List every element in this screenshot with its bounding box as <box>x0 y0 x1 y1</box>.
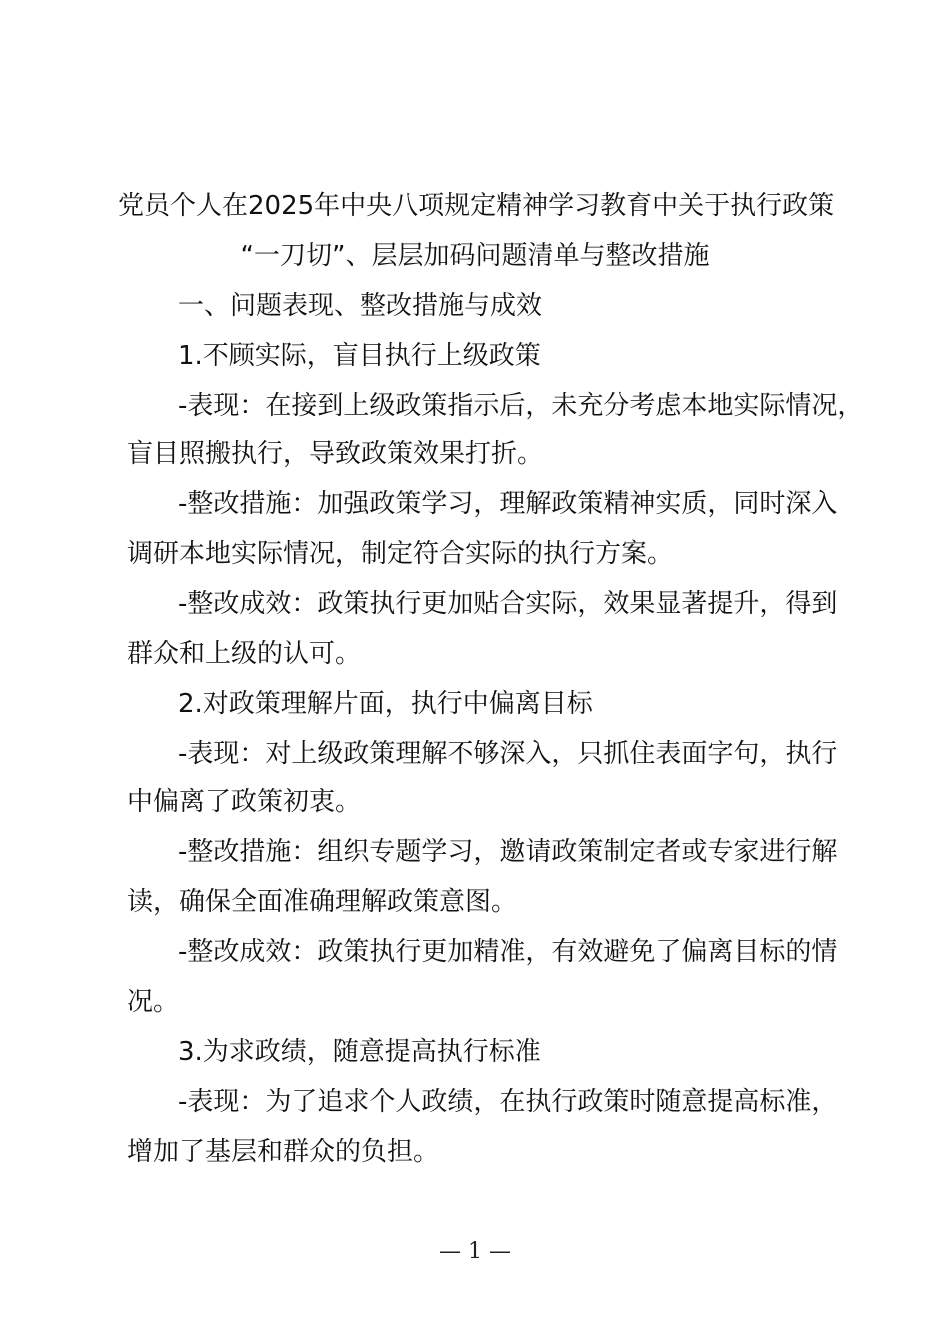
item-1-performance-line-1: -表现：在接到上级政策指示后，未充分考虑本地实际情况， <box>178 391 864 421</box>
item-2-results-line-1: -整改成效：政策执行更加精准，有效避免了偏离目标的情 <box>178 937 838 967</box>
document-title-line-2: “一刀切”、层层加码问题清单与整改措施 <box>240 241 710 271</box>
item-1-measures-line-1: -整改措施：加强政策学习，理解政策精神实质，同时深入 <box>178 489 838 519</box>
item-2-measures-line-2: 读，确保全面准确理解政策意图。 <box>127 887 518 917</box>
section-heading: 一、问题表现、整改措施与成效 <box>178 291 543 321</box>
item-1-results-line-2: 群众和上级的认可。 <box>127 639 362 669</box>
item-2-measures-line-1: -整改措施：组织专题学习，邀请政策制定者或专家进行解 <box>178 837 838 867</box>
item-3-heading: 3.为求政绩，随意提高执行标准 <box>178 1037 541 1067</box>
item-1-results-line-1: -整改成效：政策执行更加贴合实际，效果显著提升，得到 <box>178 589 838 619</box>
item-1-measures-line-2: 调研本地实际情况，制定符合实际的执行方案。 <box>127 539 674 569</box>
item-3-performance-line-1: -表现：为了追求个人政绩，在执行政策时随意提高标准， <box>178 1087 838 1117</box>
item-2-results-line-2: 况。 <box>127 987 180 1017</box>
item-2-performance-line-1: -表现：对上级政策理解不够深入，只抓住表面字句，执行 <box>178 739 838 769</box>
page-number: — 1 — <box>439 1239 511 1264</box>
item-1-performance-line-2: 盲目照搬执行，导致政策效果打折。 <box>127 439 544 469</box>
item-2-performance-line-2: 中偏离了政策初衷。 <box>127 787 362 817</box>
item-3-performance-line-2: 增加了基层和群众的负担。 <box>127 1137 440 1167</box>
item-1-heading: 1.不顾实际，盲目执行上级政策 <box>178 341 541 371</box>
item-2-heading: 2.对政策理解片面，执行中偏离目标 <box>178 689 593 719</box>
document-title-line-1: 党员个人在2025年中央八项规定精神学习教育中关于执行政策 <box>118 191 835 221</box>
